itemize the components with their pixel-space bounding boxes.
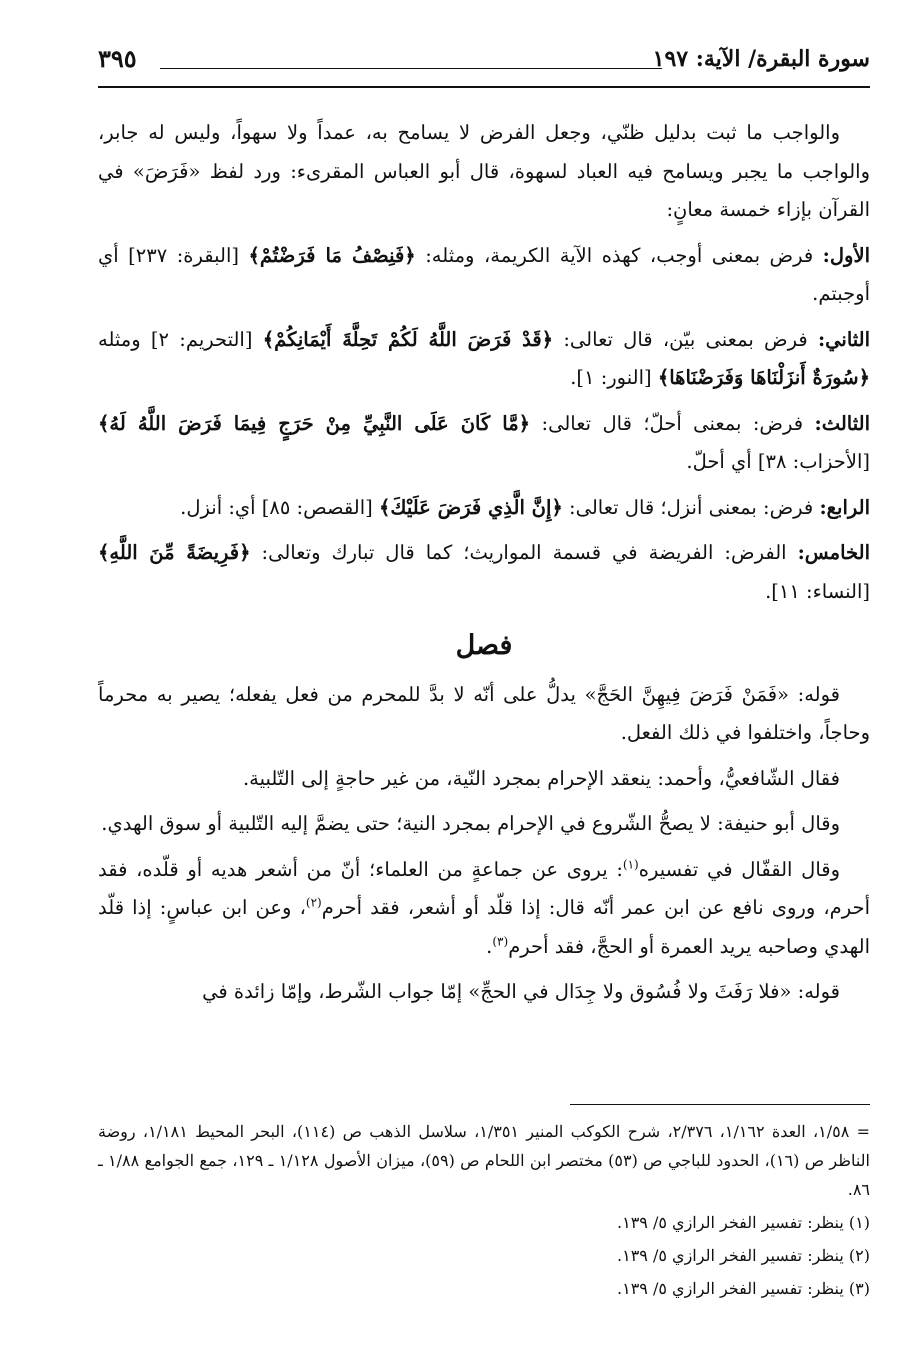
- definition-fourth: [98, 489, 870, 528]
- footnote-3: (٣) ينظر: تفسير الفخر الرازي ٥/ ١٣٩.: [617, 1279, 870, 1298]
- definition-text: [النور: ١].: [570, 366, 658, 389]
- definition-text: [النساء: ١١].: [765, 579, 870, 603]
- definition-first: [98, 237, 870, 314]
- paragraph-intro: والواجب ما ثبت بدليل ظنّي، وجعل الفرض لا يسامح به، عمداً ولا سهواً، وليس له جابر، والواجب ما يجبر ويسامح فيه العباد لسهوة، قال أبو العباس المقرىء: ورد لفظ «فَرَضَ» في القرآن بإزاء خمسة معانٍ:: [98, 121, 870, 221]
- header-rule: [160, 68, 662, 69]
- paragraph-section-3: وقال أبو حنيفة: لا يصحُّ الشّروع في الإحرام بمجرد النية؛ حتى يضمَّ إليه التّلبية أو سوق الهدي.: [101, 812, 840, 835]
- quran-quote: ﴿إِنَّ الَّذِي فَرَضَ عَلَيْكَ﴾: [378, 495, 563, 519]
- page-number: ٣٩٥: [98, 44, 137, 73]
- book-page: [98, 40, 870, 1019]
- footnote-continuation: = ١/٥٨، العدة ١/١٦٢، ٢/٣٧٦، شرح الكوكب المنير ١/٣٥١، سلاسل الذهب ص (١١٤)، البحر المحيط ١/١٨١، روضة الناظر ص (١٦)، الحدود للباجي ص (٥٣) مختصر ابن اللحام ص (٥٩)، ميزان الأصول ١/١٢٨ ـ ١٢٩، جمع الجوامع ١/٨٨ ـ ٨٦.: [98, 1122, 871, 1199]
- definition-text: [البقرة: ٢٣٧] أي أوجبتم.: [98, 243, 870, 305]
- definition-text: فرض: بمعنى أنزل؛ قال تعالى:: [562, 495, 820, 519]
- footnote-ref-2[interactable]: (٢): [305, 895, 322, 910]
- definition-lead: الخامس:: [797, 541, 870, 564]
- footnote-ref-3[interactable]: (٣): [492, 934, 509, 948]
- surah-title: سورة البقرة/ الآية: ١٩٧: [652, 46, 870, 72]
- main-text: [98, 114, 870, 1012]
- definition-text: فرض بمعنى أوجب، كهذه الآية الكريمة، ومثله:: [415, 243, 823, 267]
- definition-text: الفرض: الفريضة في قسمة المواريث؛ كما قال تبارك وتعالى:: [250, 541, 798, 564]
- quran-quote: ﴿سُورَةٌ أَنزَلْنَاهَا وَفَرَضْنَاهَا﴾: [657, 366, 870, 389]
- definition-lead: الأول:: [822, 243, 870, 267]
- definition-lead: الثاني:: [817, 327, 871, 351]
- paragraph-text: .: [486, 934, 493, 958]
- definition-text: [الأحزاب: ٣٨] أي أحلّ.: [686, 450, 870, 473]
- footnote-ref-1[interactable]: (١): [622, 857, 639, 871]
- definition-text: فرض: بمعنى أحلّ؛ قال تعالى:: [530, 411, 815, 435]
- paragraph-section-5: قوله: «فلا رَفَثَ ولا فُسُوق ولا جِدَال في الحجِّ» إمّا جواب الشّرط، وإمّا زائدة في: [202, 980, 840, 1003]
- definition-text: [التحريم: ٢] ومثله: [98, 327, 263, 351]
- section-heading: فصل: [455, 630, 513, 661]
- footnote-divider: [570, 1104, 870, 1105]
- definition-fifth: [98, 534, 870, 611]
- footnote-2: (٢) ينظر: تفسير الفخر الرازي ٥/ ١٣٩.: [617, 1246, 870, 1265]
- definition-second: [98, 321, 870, 398]
- definition-lead: الرابع:: [819, 495, 870, 519]
- paragraph-text: وقال القفّال في تفسيره: [638, 857, 840, 881]
- running-header: [98, 40, 870, 84]
- definition-lead: الثالث:: [814, 411, 870, 435]
- paragraph-text: ، وعن ابن عباسٍ: إذا قلّد الهدي وصاحبه يريد العمرة أو الحجَّ، فقد أحرم: [98, 896, 870, 958]
- footnotes: [98, 1104, 870, 1307]
- footnote-1: (١) ينظر: تفسير الفخر الرازي ٥/ ١٣٩.: [617, 1213, 870, 1232]
- quran-quote: ﴿فَنِصْفُ مَا فَرَضْتُمْ﴾: [248, 243, 416, 267]
- quran-quote: ﴿مَّا كَانَ عَلَى النَّبِيِّ مِنْ حَرَجٍ فِيمَا فَرَضَ اللَّهُ لَهُ﴾: [98, 411, 531, 435]
- paragraph-section-4: [98, 851, 870, 967]
- header-underline: [98, 86, 870, 88]
- quran-quote: ﴿فَرِيضَةً مِّنَ اللَّهِ﴾: [98, 541, 251, 564]
- paragraph-text: : يروى عن جماعةٍ من العلماء؛ أنّ من أشعر هديه أو قلّده، فقد أحرم، وروى نافع عن ابن عمر أنّه قال: إذا قلّد أو أشعر، فقد أحرم: [98, 857, 870, 919]
- definition-text: [القصص: ٨٥] أي: أنزل.: [180, 495, 379, 519]
- quran-quote: ﴿قَدْ فَرَضَ اللَّهُ لَكُمْ تَحِلَّةَ أَيْمَانِكُمْ﴾: [262, 327, 554, 351]
- paragraph-section-1: قوله: «فَمَنْ فَرَضَ فِيهِنَّ الحَجَّ» يدلُّ على أنّه لا بدَّ للمحرم من فعل يفعله؛ يصير به محرماً وحاجاً، واختلفوا في ذلك الفعل.: [98, 682, 870, 744]
- definition-third: [98, 405, 870, 482]
- paragraph-section-2: فقال الشّافعيُّ، وأحمد: ينعقد الإحرام بمجرد النّية، من غير حاجةٍ إلى التّلبية.: [242, 766, 840, 790]
- definition-text: فرض بمعنى بيّن، قال تعالى:: [553, 327, 818, 351]
